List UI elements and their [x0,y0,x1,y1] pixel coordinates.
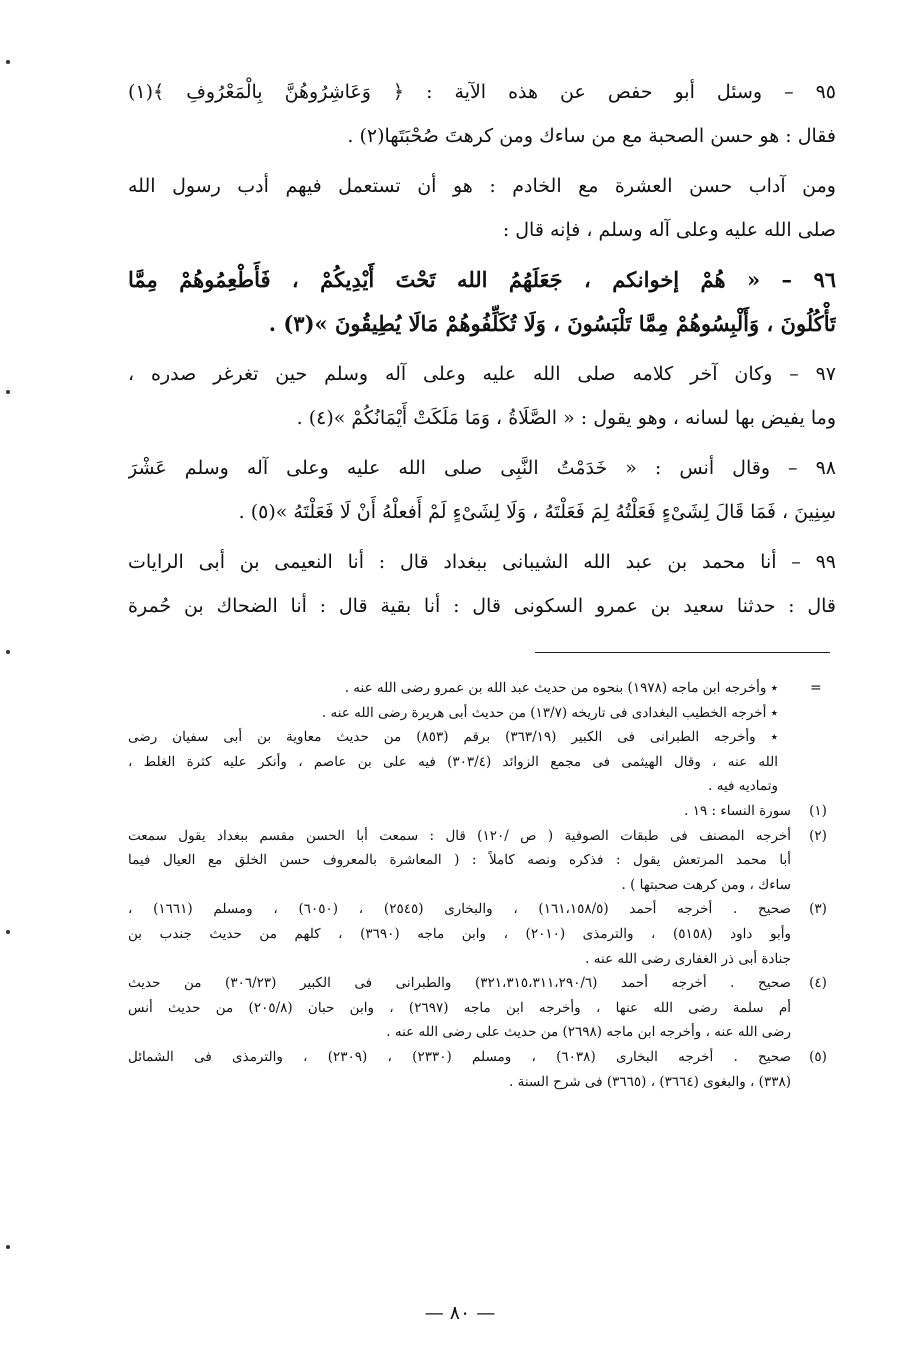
text-line: ٩٨ – وقال أنس : « خَدَمْتُ النَّبِى صلى الله عليه وعلى آله وسلم عَشْرَ [128,457,836,479]
footnote-number: (٥) [809,1048,827,1065]
footnote-5 [128,1045,833,1094]
scan-speck [6,930,10,934]
footnote-line: سورة النساء : ١٩ . [684,802,791,819]
footnote-line: صحيح . أخرجه البخارى (٦٠٣٨) ، ومسلم (٢٣٣٠) ، (٢٣٠٩) ، والترمذى فى الشمائل [128,1048,791,1065]
footnote-line: الله عنه ، وقال الهيثمى فى مجمع الزوائد (٣٠٣/٤) فيه على بن عاصم ، وأنكر عليه كثرة الغلط ، [128,753,778,770]
footnote-3 [128,897,833,971]
footnote-line: ٭ وأخرجه ابن ماجه (١٩٧٨) بنحوه من حديث عبد الله بن عمرو رضى الله عنه . [344,680,778,696]
footnote-number: (٤) [809,975,827,992]
text-line: ٩٥ – وسئل أبو حفص عن هذه الآية : ﴿ وَعَاشِرُوهُنَّ بِالْمَعْرُوفِ ﴾(١) [128,81,836,103]
footnote-4 [128,971,833,1045]
footnote-line: جنادة أبى ذر الغفارى رضى الله عنه . [585,950,791,967]
scan-speck [6,650,10,654]
continuation-mark: = [810,680,822,696]
text-line: قال : حدثنا سعيد بن عمرو السكونى قال : أنا بقية قال : أنا الضحاك بن حُمرة [128,595,836,617]
footnote-line: (٣٣٨) ، والبغوى (٣٦٦٤) ، (٣٦٦٥) فى شرح السنة . [509,1073,791,1090]
text-line: ومن آداب حسن العشرة مع الخادم : هو أن تستعمل فيهم أدب رسول الله [128,175,836,197]
footnote-separator [535,652,830,653]
footnote-number: (١) [809,802,827,819]
footnote-line: ساءك ، ومن كرهت صحبتها ) . [621,876,791,893]
text-line: سِنِينَ ، فَمَا قَالَ لِشَىْءٍ فَعَلْتُهُ لِمَ فَعَلْتَهُ ، وَلَا لِشَىْءٍ لَمْ أَفعلْهُ أَنْ لَا فَعَلْتَهُ »(٥) . [238,501,836,523]
continued-footnotes [128,676,778,799]
footnote-2 [128,824,833,898]
text-line: ٩٧ – وكان آخر كلامه صلى الله عليه وعلى آله وسلم حين تغرغر صدره ، [128,363,836,385]
footnote-number: (٢) [809,827,827,844]
text-line: وما يفيض بها لسانه ، وهو يقول : « الصَّلَاةُ ، وَمَا مَلَكَتْ أَيْمَانُكُمْ »(٤) . [296,407,836,429]
footnote-line: أبا محمد المرتعش يقول : فذكره ونصه كاملاً : ( المعاشرة بالمعروف حسن الخلق مع العيال فيما [128,852,791,869]
hadith-line: ٩٦ – « هُمْ إخوانكم ، جَعَلَهُمُ الله تَحْتَ أَيْدِيكُمْ ، فَأَطْعِمُوهُمْ مِمَّا [128,267,836,292]
footnote-line: أم سلمة رضى الله عنها ، وأخرجه ابن ماجه (٢٦٩٧) ، وابن حبان (٢٠٥/٨) من حديث أنس [128,999,791,1016]
footnotes [128,676,833,1094]
scan-speck [6,60,10,64]
scan-speck [6,1245,10,1249]
footnote-line: صحيح . أخرجه أحمد (١٦١،١٥٨/٥) ، والبخارى (٢٥٤٥) ، (٦٠٥٠) ، ومسلم (١٦٦١) ، [128,901,791,918]
footnote-line: وأبو داود (٥١٥٨) ، والترمذى (٢٠١٠) ، وابن ماجه (٣٦٩٠) ، كلهم من حديث جندب بن [128,925,791,942]
footnote-line: رضى الله عنه ، وأخرجه ابن ماجه (٢٦٩٨) من حديث على رضى الله عنه . [386,1024,791,1041]
main-text [128,70,836,628]
text-line: صلى الله عليه وعلى آله وسلم ، فإنه قال : [502,219,836,241]
footnote-line: وتماديه فيه . [708,778,778,795]
page-number: — ٨٠ — [424,1302,496,1324]
hadith-line: تَأْكُلُونَ ، وَأَلْبِسُوهُمْ مِمَّا تَلْبَسُونَ ، وَلَا تُكَلِّفُوهُمْ مَالَا يُطِيقُونَ »(٣) . [268,311,836,336]
footnote-1 [128,799,833,824]
footnote-number: (٣) [809,901,827,918]
text-line: فقال : هو حسن الصحبة مع من ساءك ومن كرهتَ صُحْبَتَها(٢) . [347,125,836,147]
footnote-line: ٭ أخرجه الخطيب البغدادى فى تاريخه (١٣/٧) من حديث أبى هريرة رضى الله عنه . [321,704,778,721]
footnote-line: أخرجه المصنف فى طبقات الصوفية ( ص /١٢٠) قال : سمعت أبا الحسن مقسم ببغداد يقول سمعت [128,827,791,844]
footnote-line: ٭ وأخرجه الطبرانى فى الكبير (٣٦٣/١٩) برقم (٨٥٣) من حديث معاوية بن أبى سفيان رضى [128,729,778,746]
footnote-line: صحيح . أخرجه أحمد (٣٢١،٣١٥،٣١١،٢٩٠/٦) والطبرانى فى الكبير (٣٠٦/٢٣) من حديث [128,975,791,992]
text-line: ٩٩ – أنا محمد بن عبد الله الشيبانى ببغداد قال : أنا النعيمى بن أبى الرايات [128,551,836,573]
scan-speck [6,390,10,394]
